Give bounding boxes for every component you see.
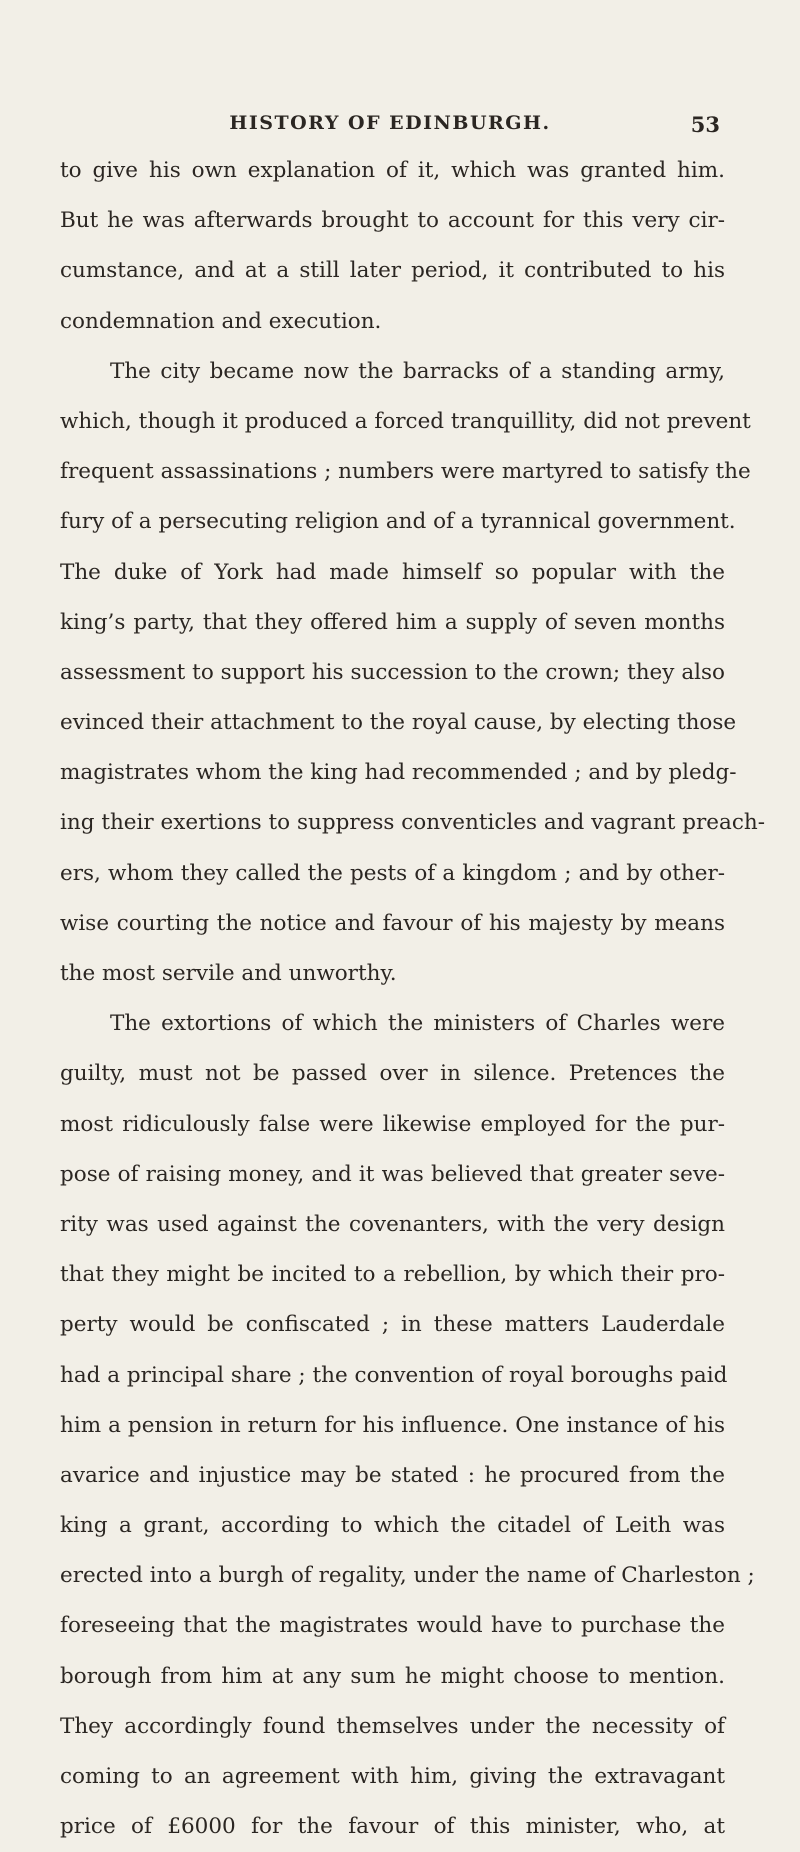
- text-line: ers, whom they called the pests of a kingdom ; and by other-: [60, 860, 725, 886]
- text-line: price of £6000 for the favour of this minister, who, at: [60, 1814, 725, 1840]
- text-line: had a principal share ; the convention of royal boroughs paid: [60, 1362, 728, 1388]
- body-text: [60, 146, 765, 1852]
- text-line: fury of a persecuting religion and of a tyrannical government.: [60, 509, 736, 535]
- text-line: guilty, must not be passed over in silence. Pretences the: [60, 1061, 725, 1087]
- text-line: erected into a burgh of regality, under the name of Charleston ;: [60, 1563, 755, 1589]
- text-line: pose of raising money, and it was believed that greater seve-: [60, 1161, 725, 1187]
- text-line: king’s party, that they offered him a supply of seven months: [60, 609, 725, 635]
- text-line: cumstance, and at a still later period, it contributed to his: [60, 258, 725, 284]
- text-line: magistrates whom the king had recommended ; and by pledg-: [60, 760, 737, 786]
- text-line: the most servile and unworthy.: [60, 961, 397, 986]
- text-line: The duke of York had made himself so popular with the: [60, 559, 725, 585]
- text-line: him a pension in return for his influence. One instance of his: [60, 1412, 725, 1438]
- text-line: rity was used against the covenanters, with the very design: [60, 1211, 725, 1237]
- text-line: coming to an agreement with him, giving the extravagant: [60, 1764, 725, 1789]
- text-line: that they might be incited to a rebellion, by which their pro-: [60, 1262, 725, 1288]
- text-line: to give his own explanation of it, which was granted him.: [60, 158, 725, 183]
- text-line: wise courting the notice and favour of his majesty by means: [60, 910, 725, 936]
- paragraph-start-line: The extortions of which the ministers of Charles were: [110, 1011, 725, 1037]
- page-number: 53: [690, 112, 720, 137]
- text-line: foreseeing that the magistrates would have to purchase the: [60, 1613, 725, 1639]
- text-line: avarice and injustice may be stated : he procured from the: [60, 1462, 725, 1488]
- paragraph-start-line: The city became now the barracks of a standing army,: [110, 358, 725, 384]
- text-line: assessment to support his succession to the crown; they also: [60, 659, 725, 685]
- text-line: But he was afterwards brought to account for this very cir-: [60, 208, 725, 234]
- text-line: most ridiculously false were likewise employed for the pur-: [60, 1111, 725, 1137]
- text-line: ing their exertions to suppress conventicles and vagrant preach-: [60, 810, 765, 836]
- text-line: king a grant, according to which the citadel of Leith was: [60, 1513, 725, 1539]
- running-head: [60, 112, 720, 146]
- text-line: They accordingly found themselves under the necessity of: [60, 1713, 725, 1739]
- text-line: which, though it produced a forced tranquillity, did not prevent: [60, 408, 751, 434]
- running-title: HISTORY OF EDINBURGH.: [229, 112, 551, 134]
- text-line: evinced their attachment to the royal cause, by electing those: [60, 710, 737, 736]
- text-line: condemnation and execution.: [60, 308, 382, 334]
- text-line: borough from him at any sum he might choose to mention.: [60, 1663, 725, 1689]
- text-line: frequent assassinations ; numbers were martyred to satisfy the: [60, 459, 751, 485]
- text-line: perty would be confiscated ; in these matters Lauderdale: [60, 1312, 725, 1338]
